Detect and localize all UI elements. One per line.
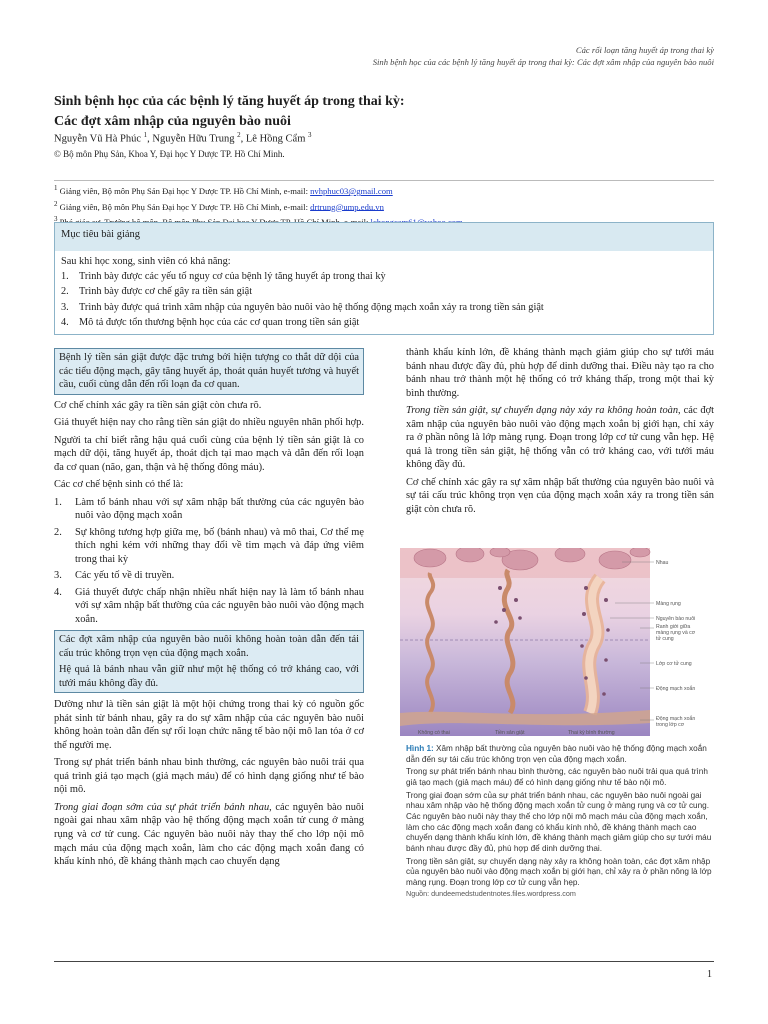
objective-text: Trình bày được các yếu tố nguy cơ của bệnh lý tăng huyết áp trong thai kỳ (79, 271, 386, 283)
footer-rule (54, 961, 714, 962)
label-non-pregnant: Không có thai (418, 730, 450, 736)
objectives-list (61, 269, 707, 330)
author-1-sup: 1 (143, 131, 148, 139)
footnote-sup: 2 (54, 199, 58, 208)
caption-title: Xâm nhập bất thường của nguyên bào nuôi vào hệ thống động mạch xoắn dẫn đến sự tái cấu trúc không trọn vẹn của động mạch xoắn. (406, 744, 707, 764)
caption-paragraph: Trong tiền sản giật, sự chuyển dạng này xảy ra không hoàn toàn, các đợt xâm nhập của nguyên bào nuôi vào động mạch xoắn bị giới hạn, chỉ xảy ra ở phần nông là lớp màng rụng. Đoạn trong lớp cơ tử cung vẫn hẹp. (406, 856, 712, 887)
label-spiral-artery-myo-1: Động mạch xoắn (656, 716, 696, 722)
figure-caption (406, 744, 714, 898)
objective-item (61, 315, 707, 330)
mechanism-list (54, 496, 364, 627)
label-spiral-artery: Động mạch xoắn (656, 686, 696, 692)
author-sep: , (147, 133, 153, 145)
list-item (54, 586, 364, 627)
running-header-line1: Các rối loạn tăng huyết áp trong thai kỳ (575, 45, 714, 55)
footnote (54, 183, 714, 199)
paragraph: Cơ chế chính xác gây ra sự xâm nhập bất thường của nguyên bào nuôi và sự tái cấu trúc không trọn vẹn của động mạch xoắn xảy ra trong tiền sản giật còn chưa rõ. (406, 476, 714, 515)
footnote-text: Giảng viên, Bộ môn Phụ Sản Đại học Y Dược TP. Hồ Chí Minh, e-mail: (59, 201, 311, 212)
affiliation: © Bộ môn Phụ Sản, Khoa Y, Đại học Y Dược TP. Hồ Chí Minh. (54, 149, 285, 159)
paragraph: Các cơ chế bệnh sinh có thể là: (54, 479, 184, 491)
right-column (406, 346, 714, 520)
author-3-sup: 3 (308, 131, 312, 139)
label-boundary-2: màng rụng và cơ (656, 630, 696, 636)
highlight-text: Hệ quả là bánh nhau vẫn giữ như một hệ thống có trở kháng cao, với tưới máu không đầy đủ. (59, 664, 359, 689)
left-column (54, 348, 364, 873)
email-link[interactable]: nvhphuc03@gmail.com (310, 185, 393, 196)
spiral-artery-diagram (400, 548, 714, 736)
title-line2: Các đợt xâm nhập của nguyên bào nuôi (54, 114, 291, 130)
objective-text: Mô tả được tổn thương bệnh học của các cơ quan trong tiền sản giật (79, 316, 360, 328)
italic-lead: Trong giai đoạn sớm của sự phát triển bánh nhau (54, 801, 270, 813)
label-normal-pregnancy: Thai kỳ bình thường (568, 730, 615, 736)
spiral-artery-3 (589, 578, 600, 713)
objective-number: 2. (61, 286, 69, 298)
list-item (54, 526, 364, 567)
paragraph-text: , các đợt xâm nhập của nguyên bào nuôi vào động mạch xoắn bị giới hạn, chỉ xảy ra ở phần nông là lớp màng rụng. Đoạn trong lớp cơ tử cung vẫn hẹp. Hệ quả là trong tiền sản giật, hệ thống vẫn có trở kháng cao, với tưới máu không đầy đủ. (406, 405, 714, 471)
objective-item (61, 300, 707, 315)
caption-label: Hình 1: (406, 744, 434, 753)
objective-number: 4. (61, 316, 69, 328)
paragraph: Người ta chỉ biết rằng hậu quả cuối cùng của bệnh lý tiền sản giật là co mạch dữ dội, tăng huyết áp, thoát dịch tại mao mạch và dẫn đến rối loạn đa cơ quan (não, gan, thận và hệ thống đông máu). (54, 434, 364, 473)
caption-title-row (406, 744, 714, 765)
author-3: Lê Hồng Cẩm (245, 133, 306, 145)
author-2-sup: 2 (237, 131, 241, 139)
author-sep: , (240, 133, 246, 145)
label-trophoblast: Nguyên bào nuôi (656, 616, 696, 622)
caption-paragraph: Trong giai đoạn sớm của sự phát triển bánh nhau, các nguyên bào nuôi ngoài gai nhau xâm nhập vào hệ thống động mạch xoắn tử cung ở màng rụng và cơ tử cung. Các nguyên bào nuôi này thay thế cho lớp nội mô mạch máu của động mạch xoắn, làm cho các động mạch xoắn đang có khẩu kính nhỏ, đề kháng thành mạch cao chuyển dạng thành khẩu kính lớn, đề kháng thành mạch giảm giúp cho sự tưới máu bánh nhau được đầy đủ, phù hợp để dinh dưỡng thai. (406, 790, 712, 853)
paragraph (54, 801, 364, 869)
list-text: Giả thuyết được chấp nhận nhiều nhất hiện nay là làm tổ bánh nhau với sự xâm nhập bất thường của các nguyên bào nuôi vào động mạch xoắn. (75, 586, 364, 625)
caption-paragraph: Trong sự phát triển bánh nhau bình thường, các nguyên bào nuôi trải qua quá trình giả tạo mạch (giả mạch máu) để có hình dạng giống như tế bào nội mô. (406, 767, 708, 787)
footnote-sup: 3 (54, 215, 58, 224)
list-number: 2. (54, 526, 62, 538)
paragraph-text: , các nguyên bào nuôi ngoài gai nhau xâm nhập vào hệ thống động mạch xoắn tử cung ở màng rụng và cơ tử cung. Các nguyên bào nuôi này thay thế cho lớp nội mô mạch máu của động mạch xoắn, làm cho các động mạch xoắn đang có khẩu kính nhỏ, đề kháng thành mạch cao chuyển dạng (54, 801, 365, 868)
label-boundary-1: Ranh giới giữa (656, 624, 691, 630)
author-2: Nguyễn Hữu Trung (152, 133, 235, 145)
label-decidua: Màng rụng (656, 601, 681, 607)
highlight-text: Các đợt xâm nhập của nguyên bào nuôi không hoàn toàn dẫn đến tái cấu trúc không trọn vẹn của động mạch xoắn. (59, 634, 359, 659)
paragraph (406, 404, 714, 472)
label-preeclampsia: Tiền sản giật (495, 730, 525, 736)
italic-lead: Trong tiền sản giật, sự chuyển dạng này xảy ra không hoàn toàn (406, 405, 679, 417)
objective-item (61, 284, 707, 299)
label-myometrium: Lớp cơ tử cung (656, 661, 692, 667)
list-number: 3. (54, 570, 62, 582)
objective-item (61, 269, 707, 284)
highlight-box: Bệnh lý tiền sản giật được đặc trưng bởi hiện tượng co thắt dữ dội của các tiểu động mạch, gây tăng huyết áp, thoát quản huyết tương và huyết cầu, cuối cùng dẫn đến rối loạn đa cơ quan. (54, 348, 364, 395)
paragraph: Giả thuyết hiện nay cho rằng tiền sản giật do nhiều nguyên nhân phối hợp. (54, 417, 364, 429)
label-spiral-artery-myo-2: trong lớp cơ (656, 722, 685, 728)
title-line1: Sinh bệnh học của các bệnh lý tăng huyết áp trong thai kỳ: (54, 94, 405, 109)
objectives-intro: Sau khi học xong, sinh viên có khả năng: (61, 256, 231, 267)
objective-text: Trình bày được quá trình xâm nhập của nguyên bào nuôi vào hệ thống động mạch xoắn xảy ra trong tiền sản giật (79, 301, 544, 313)
paragraph: Dường như là tiền sản giật là một hội chứng trong thai kỳ có nguồn gốc phát sinh từ bánh nhau, gây ra do sự xâm nhập của các nguyên bào nuôi không hoàn toàn dẫn đến sự rối loạn chức năng tế bào nội mô lan tỏa ở cơ thể người mẹ. (54, 699, 364, 751)
paragraph: Cơ chế chính xác gây ra tiền sản giật còn chưa rõ. (54, 399, 262, 411)
label-boundary-3: tử cung (656, 636, 674, 642)
figure-illustration (400, 548, 714, 736)
page-number: 1 (707, 969, 712, 980)
objectives-heading: Mục tiêu bài giảng (55, 223, 713, 251)
list-number: 4. (54, 586, 62, 598)
paragraph: thành khẩu kính lớn, đề kháng thành mạch giảm giúp cho sự tưới máu bánh nhau được đầy đủ, phù hợp để dinh dưỡng thai. Điều này tạo ra cho bánh nhau trở thành một hệ thống có trở kháng thấp, trong một thai kỳ bình thường. (406, 347, 714, 399)
authors (54, 131, 312, 146)
list-item (54, 569, 364, 583)
running-header (373, 44, 714, 69)
list-number: 1. (54, 496, 62, 508)
label-placenta: Nhau (656, 560, 669, 566)
objective-text: Trình bày được cơ chế gây ra tiền sản giật (79, 286, 253, 298)
objectives-box (54, 222, 714, 335)
caption-source: Nguồn: dundeemedstudentnotes.files.wordpress.com (406, 888, 576, 898)
list-text: Các yếu tố về di truyền. (75, 570, 175, 582)
page-title (54, 92, 694, 133)
footnote-text: Giảng viên, Bộ môn Phụ Sản Đại học Y Dược TP. Hồ Chí Minh, e-mail: (59, 185, 311, 196)
list-item (54, 496, 364, 523)
objective-number: 1. (61, 271, 69, 283)
objective-number: 3. (61, 301, 69, 313)
running-header-line2: Sinh bệnh học của các bệnh lý tăng huyết áp trong thai kỳ: Các đợt xâm nhập của nguyên bào nuôi (372, 57, 714, 68)
email-link[interactable]: drtrung@ump.edu.vn (310, 201, 384, 212)
footnote (54, 199, 714, 215)
paragraph: Trong sự phát triển bánh nhau bình thường, các nguyên bào nuôi trải qua quá trình giả tạo mạch (giả mạch máu) để có hình dạng giống như tế bào nội mô. (54, 757, 364, 796)
list-text: Sự không tương hợp giữa mẹ, bố (bánh nhau) và mô thai, Cơ thể mẹ thích nghi kém với những thay đổi về tim mạch và đáp ứng viêm trong thai kỳ (75, 526, 364, 565)
footnote-sup: 1 (54, 184, 58, 192)
highlight-box (54, 630, 364, 693)
author-1: Nguyễn Vũ Hà Phúc (54, 133, 142, 145)
list-text: Làm tổ bánh nhau với sự xâm nhập bất thường của các nguyên bào nuôi vào động mạch xoắn (75, 496, 364, 522)
